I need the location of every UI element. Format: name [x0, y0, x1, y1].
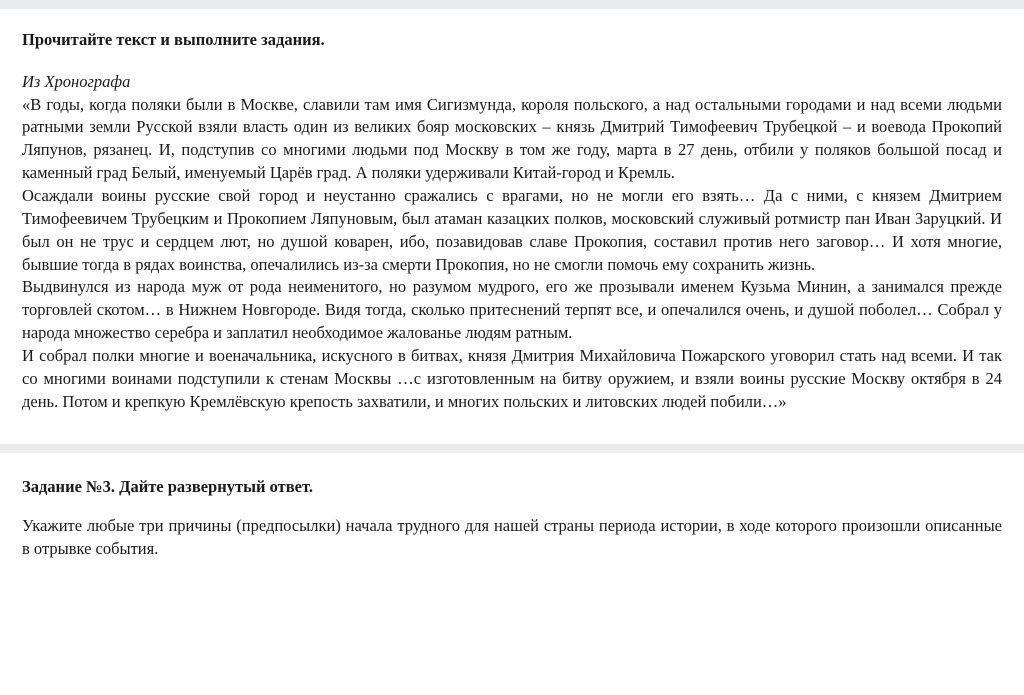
instruction-heading: Прочитайте текст и выполните задания. [22, 30, 325, 49]
task-section [0, 477, 1024, 560]
task-heading: Задание №3. Дайте развернутый ответ. [22, 477, 313, 497]
passage-paragraph-1: «В годы, когда поляки были в Москве, славили там имя Сигизмунда, короля польского, а над остальными городами и над всеми людьми ратными земли Русской взяли власть один из великих бояр московских – князь Дмитрий Тимофеевич Трубецкой – и воевода Прокопий Ляпунов, рязанец. И, подступив со многими людьми под Москву в том же году, марта в 27 день, отбили у поляков большой посад и каменный град Белый, именуемый Царёв град. А поляки удерживали Китай-город и Кремль. [22, 94, 1002, 183]
passage-paragraph-2: Осаждали воины русские свой город и неустанно сражались с врагами, но не могли его взять… Да с ними, с князем Дмитрием Тимофеевичем Трубецким и Прокопием Ляпуновым, был атаман казацких полков, московский служивый ротмистр пан Иван Заруцкий. И был он не трус и сердцем лют, но душой коварен, ибо, позавидовав славе Прокопия, составил против него заговор… И хотя многие, бывшие тогда в рядах воинства, опечалились из-за смерти Прокопия, но не смогли помочь ему сохранить жизнь. [22, 185, 1002, 274]
task-question-text: Укажите любые три причины (предпосылки) начала трудного для нашей страны периода истории, в ходе которого произошли описанные в отрывке события. [22, 516, 1002, 559]
passage-paragraph-4: И собрал полки многие и военачальника, искусного в битвах, князя Дмитрия Михайловича Пожарского уговорил стать над всеми. И так со многими воинами подступили к стенам Москвы …с изготовленным на битву оружием, и взяли воины русские Москву октября в 24 день. Потом и крепкую Кремлёвскую крепость захватили, и многих польских и литовских людей побили…» [22, 345, 1002, 411]
section-divider [0, 444, 1024, 453]
passage-paragraph-3: Выдвинулся из народа муж от рода неименитого, но разумом мудрого, его же прозывали именем Кузьма Минин, а занимался прежде торговлей скотом… в Нижнем Новгороде. Видя тогда, сколько притеснений терпят все, и опечалился очень, и душой поболел… Собрал у народа множество серебра и заплатил необходимое жалованье людям ратным. [22, 277, 1002, 343]
top-divider [0, 0, 1024, 9]
reading-passage-section [0, 30, 1024, 413]
source-title: Из Хронографа [22, 71, 131, 91]
